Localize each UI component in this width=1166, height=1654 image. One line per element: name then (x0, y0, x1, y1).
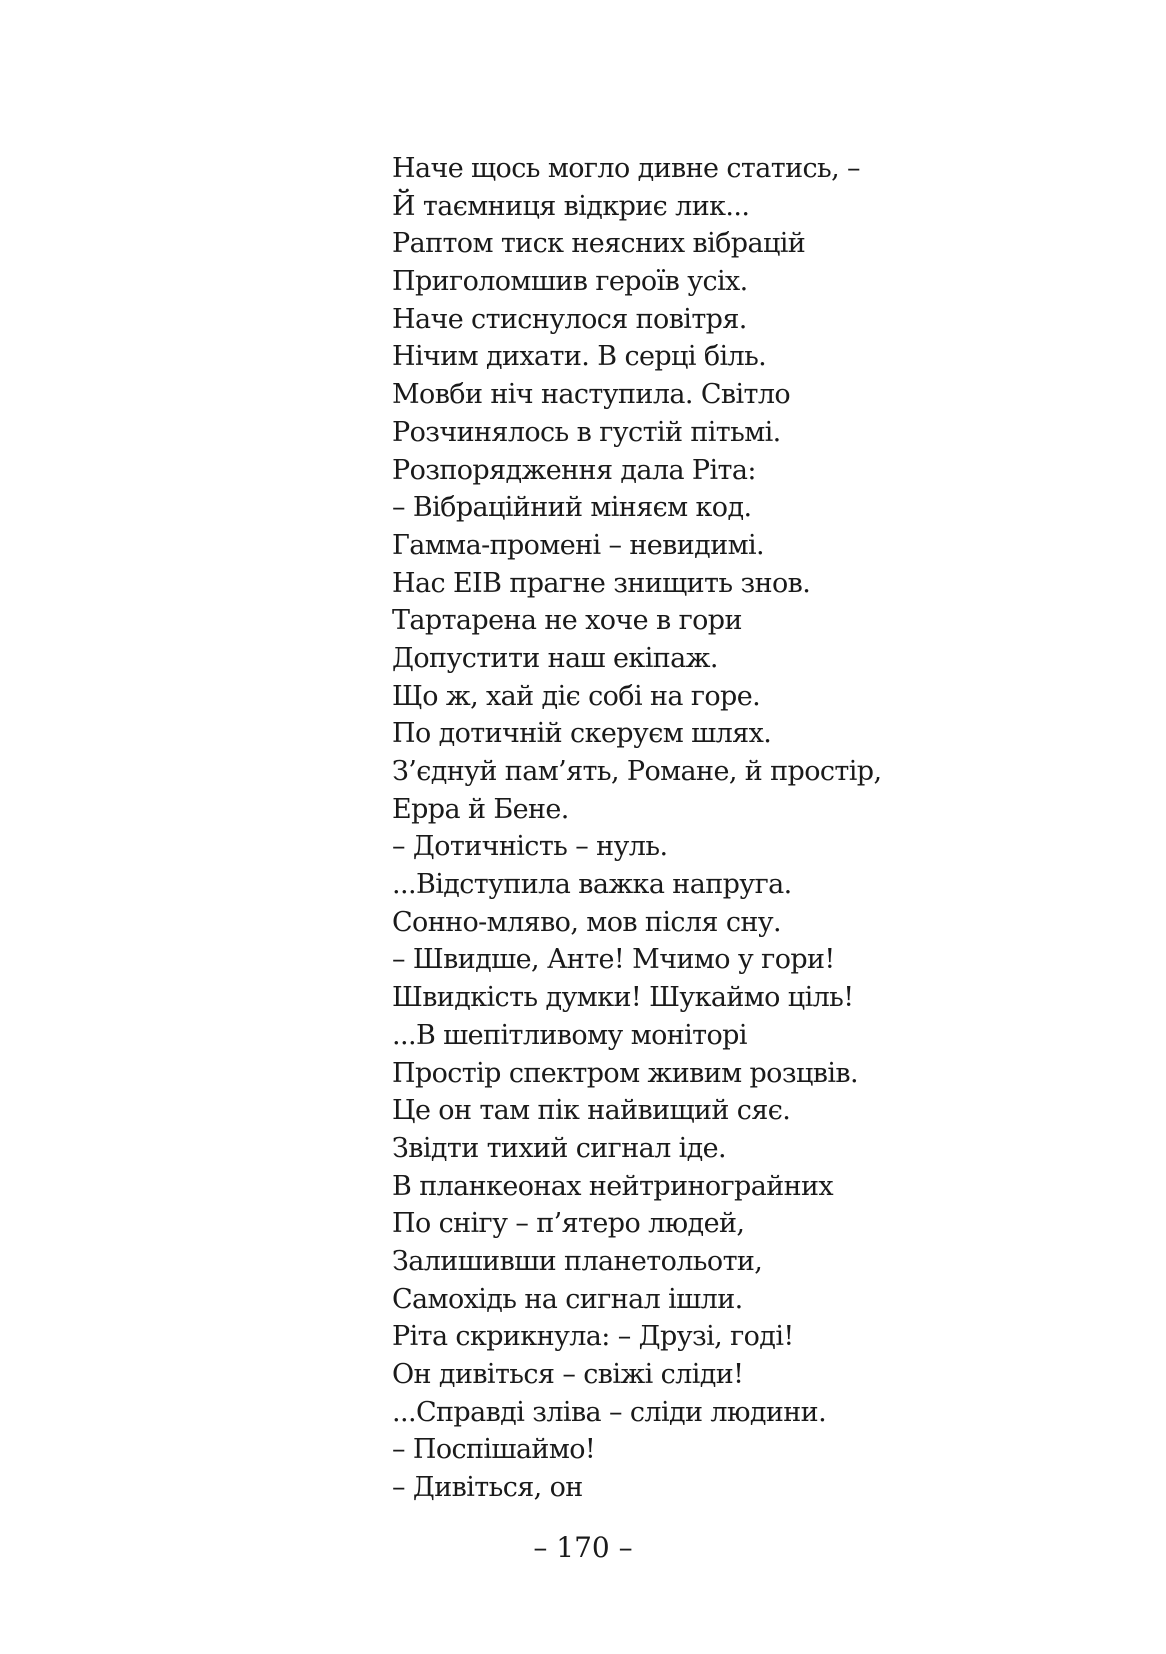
poem-line: В планкеонах нейтринограйних (392, 1170, 834, 1202)
poem-line: Ерра й Бене. (392, 793, 569, 825)
poem-line: З’єднуй пам’ять, Романе, й простір, (392, 756, 882, 787)
page-number: – 170 – (533, 1531, 633, 1564)
poem-line: ...Відступила важка напруга. (392, 869, 792, 901)
poem-line: Мовби ніч наступила. Світло (392, 379, 791, 411)
poem-line: Тартарена не хоче в гори (392, 605, 742, 637)
poem-line: Наче стиснулося повітря. (392, 303, 747, 335)
poem-line: ...Справді зліва – сліди людини. (392, 1396, 827, 1428)
poem-line: Швидкість думки! Шукаймо ціль! (392, 982, 854, 1014)
poem-line: Звідти тихий сигнал іде. (392, 1132, 727, 1164)
poem-line: Приголомшив героїв усіх. (392, 266, 748, 298)
poem-line: Розпорядження дала Ріта: (392, 454, 756, 486)
poem-line: Нічим дихати. В серці біль. (392, 341, 767, 373)
poem-line: Що ж, хай діє собі на горе. (392, 680, 761, 712)
poem-line: Допустити наш екіпаж. (392, 642, 718, 674)
poem-line: Це он там пік найвищий сяє. (392, 1095, 791, 1127)
poem-line: Простір спектром живим розцвів. (392, 1057, 858, 1089)
poem-line: – Дотичність – нуль. (392, 831, 668, 863)
poem-line: Он дивіться – свіжі сліди! (392, 1359, 744, 1390)
poem-line: Наче щось могло дивне статись, – (392, 153, 860, 184)
poem-line: – Поспішаймо! (392, 1434, 596, 1466)
poem-line: ...В шепітливому моніторі (392, 1019, 747, 1051)
poem-line: Ріта скрикнула: – Друзі, годі! (392, 1321, 794, 1353)
poem-line: По дотичній скеруєм шлях. (392, 718, 772, 750)
poem-line: По снігу – п’ятеро людей, (392, 1208, 745, 1240)
poem-line: Й таємниця відкриє лик... (392, 190, 750, 222)
poem-line: Раптом тиск неясних вібрацій (392, 228, 806, 260)
poem-line: Нас ЕІВ прагне знищить знов. (392, 567, 811, 599)
poem-line: Сонно-мляво, мов після сну. (392, 906, 782, 938)
poem-line: Залишивши планетольоти, (392, 1245, 763, 1277)
poem-line: Самохідь на сигнал ішли. (392, 1283, 743, 1315)
poem-line: – Дивіться, он (392, 1472, 583, 1504)
poem-line: Гамма-промені – невидимі. (392, 529, 765, 561)
poem-line: Розчинялось в густій пітьмі. (392, 416, 781, 448)
poem-line: – Швидше, Анте! Мчимо у гори! (392, 944, 835, 976)
poem-text (392, 150, 881, 1507)
poem-line: – Вібраційний міняєм код. (392, 492, 752, 524)
